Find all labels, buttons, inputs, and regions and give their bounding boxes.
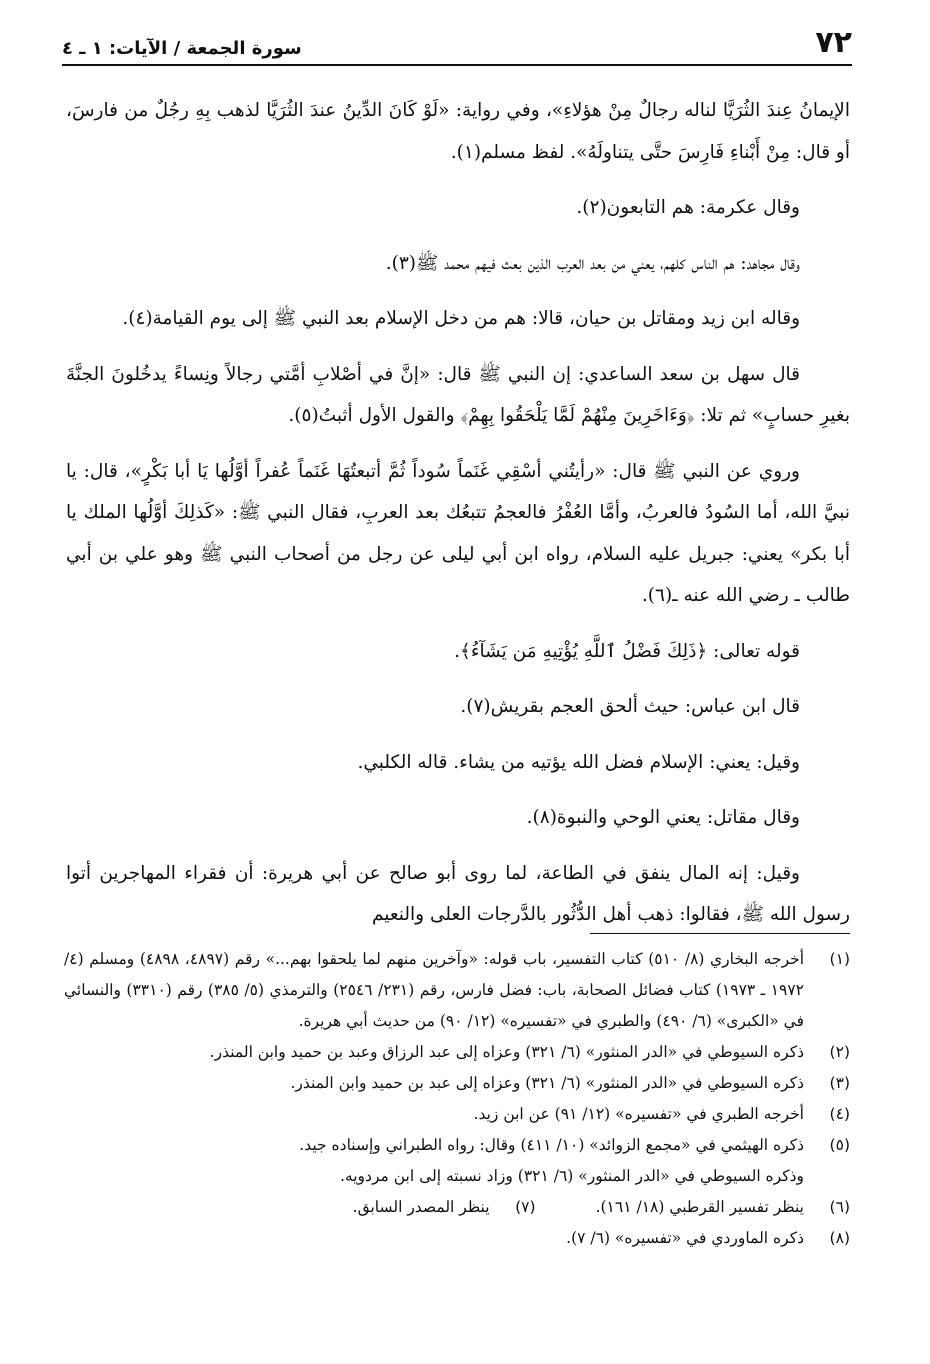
- paragraph: وقال عكرمة: هم التابعون(٢).: [576, 197, 800, 218]
- footnote-2: [64, 1037, 850, 1068]
- footnote-text: ذكره الهيثمي في «مجمع الزوائد» (١٠/ ٤١١) وقال: رواه الطبراني وإسناده جيد.: [299, 1136, 804, 1154]
- paragraph: قال سهل بن سعد الساعدي: إن النبي ﷺ قال: «إنَّ في أصْلابِ أمَّتي رجالاً ونِساءً يدخُلونَ الجنَّةَ بغيرِ حسابٍ» ثم تلا: ﴿وَءَاخَرِينَ مِنْهُمْ لَمَّا يَلْحَقُوا بِهِمْ﴾ والقول الأول أثبتُ(٥).: [66, 363, 850, 426]
- main-text: [66, 90, 850, 950]
- page-number: ٧٢: [815, 25, 852, 60]
- footnote-5: [64, 1130, 850, 1161]
- footnote-row-6-7: [64, 1192, 850, 1223]
- footnote-number: (١): [829, 950, 850, 968]
- footnote-8: [64, 1223, 850, 1254]
- footnote-number: (٢): [829, 1043, 850, 1061]
- footnote-text: أخرجه الطبري في «تفسيره» (١٢/ ٩١) عن ابن زيد.: [473, 1105, 804, 1123]
- footnote-6: [596, 1192, 850, 1223]
- footnote-text: ينظر تفسير القرطبي (١٨/ ١٦١).: [595, 1198, 804, 1216]
- footnote-number: (٦): [829, 1198, 850, 1216]
- paragraph: وقال مجاهد: هم الناس كلهم، يعني من بعد العرب الذين بعث فيهم محمد ﷺ(٣).: [385, 252, 800, 274]
- footnote-divider: [590, 933, 850, 934]
- footnote-text: ذكره السيوطي في «الدر المنثور» (٦/ ٣٢١) وعزاه إلى عبد بن حميد وابن المنذر.: [290, 1074, 804, 1092]
- footnote-3: [64, 1068, 850, 1099]
- paragraph: وقيل: إنه المال ينفق في الطاعة، لما روى أبو صالح عن أبي هريرة: أن فقراء المهاجرين أتوا رسول الله ﷺ، فقالوا: ذهب أهل الدُّثُور بالدَّرجات العلى والنعيم: [66, 862, 850, 925]
- footnote-7: [353, 1192, 536, 1223]
- footnotes: [64, 944, 850, 1254]
- paragraph: وروي عن النبي ﷺ قال: «رأيتُني أسْقِي غَنَماً سُوداً ثُمَّ أتبعتُهَا غَنَماً عُفراً أوَّلُها يَا أبا بَكْرٍ»، قال: يا نبيَّ الله، أما السُودُ فالعربُ، وأمَّا العُفْرُ فالعجمُ تتبعُك بعد العربِ، فقال النبي ﷺ: «كَذلِكَ أوَّلُها الملك يا أبا بكر» يعني: جبريل عليه السلام، رواه ابن أبي ليلى عن رجل من أصحاب النبي ﷺ وهو علي بن أبي طالب ـ رضي الله عنه ـ(٦).: [66, 460, 850, 606]
- footnote-number: (٥): [829, 1136, 850, 1154]
- footnote-1: [64, 944, 850, 1037]
- paragraph: قوله تعالى: ﴿ذَلِكَ فَضْلُ ٱللَّهِ يُؤْتِيهِ مَن يَشَآءُ﴾.: [454, 640, 800, 662]
- footnote-text: ذكره السيوطي في «الدر المنثور» (٦/ ٣٢١) وعزاه إلى عبد الرزاق وعبد بن حميد وابن المنذر.: [209, 1043, 804, 1061]
- footnote-5-continuation: وذكره السيوطي في «الدر المنثور» (٦/ ٣٢١) وزاد نسبته إلى ابن مردويه.: [340, 1167, 804, 1185]
- paragraph: الإيمانُ عِندَ الثُرَيَّا لناله رجالٌ مِنْ هؤلاءِ»، وفي رواية: «لَوْ كَانَ الدِّينُ عندَ الثُرَيَّا لذهب بِهِ رجُلٌ من فارسَ، أو قال: مِنْ أَبْناءِ فَارِسَ حتَّى يتناولَهُ». لفظ مسلم(١).: [66, 100, 850, 163]
- paragraph: قال ابن عباس: حيث ألحق العجم بقريش(٧).: [460, 696, 800, 717]
- footnote-text: أخرجه البخاري (٨/ ٥١٠) كتاب التفسير، باب قوله: «وآخرين منهم لما يلحقوا بهم...» رقم (٤٨٩٧، ٤٨٩٨) ومسلم (٤/ ١٩٧٢ ـ ١٩٧٣) كتاب فضائل الصحابة، باب: فضل فارس، رقم (٢٣١/ ٢٥٤٦) والترمذي (٥/ ٣٨٥) رقم (٣٣١٠) والنسائي في «الكبرى» (٦/ ٤٩٠) والطبري في «تفسيره» (١٢/ ٩٠) من حديث أبي هريرة.: [64, 950, 805, 1030]
- footnote-4: [64, 1099, 850, 1130]
- footnote-number: (٣): [829, 1074, 850, 1092]
- footnote-number: (٧): [515, 1198, 536, 1216]
- page-header: [62, 22, 852, 66]
- footnote-number: (٤): [829, 1105, 850, 1123]
- paragraph: وقال مقاتل: يعني الوحي والنبوة(٨).: [526, 807, 800, 828]
- footnote-text: ذكره الماوردي في «تفسيره» (٦/ ٧).: [566, 1229, 804, 1247]
- footnote-number: (٨): [829, 1229, 850, 1247]
- running-title: سورة الجمعة / الآيات: ١ ـ ٤: [62, 38, 302, 59]
- paragraph: وقاله ابن زيد ومقاتل بن حيان، قالا: هم من دخل الإسلام بعد النبي ﷺ إلى يوم القيامة(٤).: [122, 308, 800, 329]
- paragraph: وقيل: يعني: الإسلام فضل الله يؤتيه من يشاء. قاله الكلبي.: [357, 751, 800, 773]
- footnote-text: ينظر المصدر السابق.: [352, 1198, 490, 1216]
